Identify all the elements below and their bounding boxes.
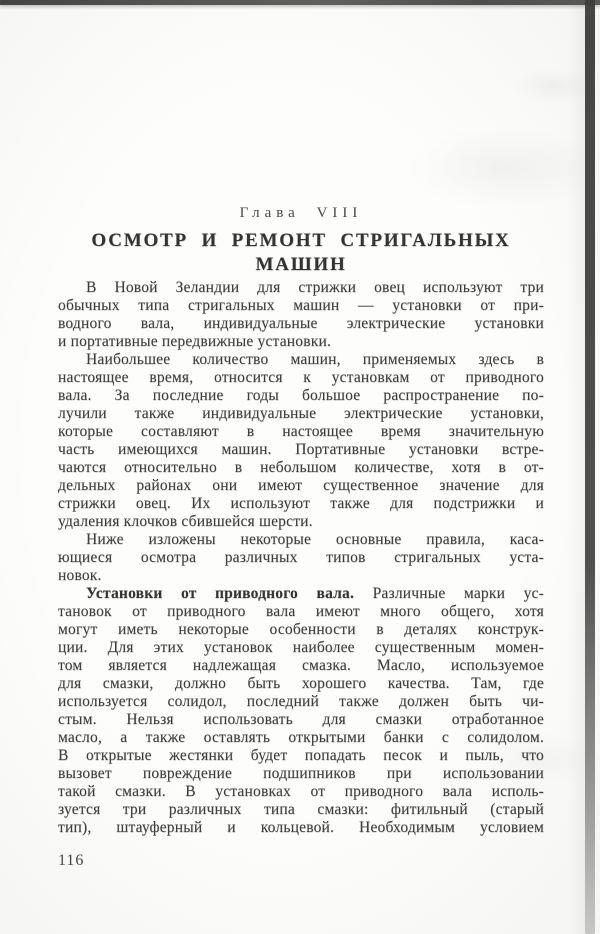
text-line: для смазки, должно быть хорошего качества. Там, где xyxy=(58,675,544,692)
text-line: ющиеся осмотра различных типов стригальных уста- xyxy=(58,549,544,566)
scan-edge-right xyxy=(585,0,595,934)
text-line: вызовет повреждение подшипников при использовании xyxy=(58,765,544,782)
text-line: обычных типа стригальных машин — установки от при- xyxy=(58,297,544,314)
text-line: вала. За последние годы большое распространение по- xyxy=(58,387,544,404)
text-line: В Новой Зеландии для стрижки овец используют три xyxy=(86,279,544,296)
text-line: используется солидол, последний также должен быть чи- xyxy=(58,693,544,710)
text-line: которые составляют в настоящее время значительную xyxy=(58,423,544,440)
text-line: тип), штауферный и кольцевой. Необходимым условием xyxy=(58,819,544,836)
text-line: могут иметь некоторые особенности в деталях конструк- xyxy=(58,621,544,638)
page-title: ОСМОТР И РЕМОНТ СТРИГАЛЬНЫХ МАШИН xyxy=(91,230,511,275)
text-line: зуется три различных типа смазки: фитильный (старый xyxy=(58,801,544,818)
text-line: водного вала, индивидуальные электрические установки xyxy=(58,315,544,332)
text-line: удаления клочков сбившейся шерсти. xyxy=(58,513,313,530)
text-line: стым. Нельзя использовать для смазки отработанное xyxy=(58,711,544,728)
text-line: новок. xyxy=(58,567,102,584)
text-line: часть имеющихся машин. Портативные установки встре- xyxy=(58,441,544,458)
text-line: тановок от приводного вала имеют много общего, хотя xyxy=(58,603,544,620)
page-number: 116 xyxy=(58,852,85,869)
body-text xyxy=(58,279,544,837)
text-line: том является надлежащая смазка. Масло, используемое xyxy=(58,657,544,674)
text-line: лучили также индивидуальные электрические установки, xyxy=(58,405,544,422)
text-line: Наибольшее количество машин, применяемых здесь в xyxy=(86,351,544,368)
text-line: В открытые жестянки будет попадать песок и пыль, что xyxy=(58,747,544,764)
bold-lead-heading: Установки от приводного вала. xyxy=(86,585,373,602)
scan-edge-top xyxy=(0,0,600,5)
text-line: и портативные передвижные установки. xyxy=(58,333,332,350)
text-line: настоящее время, относится к установкам от приводного xyxy=(58,369,544,386)
text-line: такой смазки. В установках от приводного вала исполь- xyxy=(58,783,544,800)
text-line: стрижки овец. Их используют также для подстрижки и xyxy=(58,495,544,512)
text-line: чаются относительно в небольшом количестве, хотя в от- xyxy=(58,459,544,476)
text-line: масло, а также оставлять открытыми банки с солидолом. xyxy=(58,729,544,746)
text-line: ции. Для этих установок наиболее существенным момен- xyxy=(58,639,544,656)
text-line: Установки от приводного вала. Различные марки ус- xyxy=(86,585,544,602)
text-line: Ниже изложены некоторые основные правила, каса- xyxy=(86,531,544,548)
text-line: дельных районах они имеют существенное значение для xyxy=(58,477,544,494)
chapter-heading: Глава VIII xyxy=(239,205,363,221)
